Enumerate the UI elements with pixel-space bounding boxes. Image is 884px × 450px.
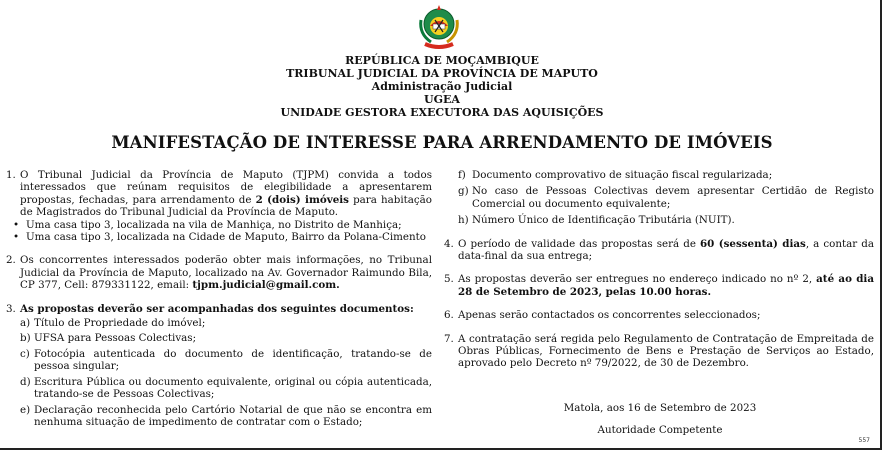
doc-c xyxy=(6,348,432,373)
doc-d-text: Escritura Pública ou documento equivalente, original ou cópia autenticada, tratando-se de Pessoas Colectivas; xyxy=(34,375,432,401)
header-line-5: UNIDADE GESTORA EXECUTORA DAS AQUISIÇÕES xyxy=(280,106,604,119)
doc-a xyxy=(6,317,432,329)
header-line-3: Administração Judicial xyxy=(371,80,513,93)
doc-g xyxy=(444,185,874,210)
item-6-text: Apenas serão contactados os concorrentes seleccionados; xyxy=(458,309,761,322)
item-number: 4. xyxy=(444,237,454,250)
doc-letter: g) xyxy=(458,185,469,198)
item-3 xyxy=(6,303,432,315)
item-5-text: As propostas deverão ser entregues no endereço indicado no nº 2, xyxy=(458,273,817,286)
item-2-text: Os concorrentes interessados poderão obter mais informações, no Tribunal Judicial da Província de Maputo, localizado na Av. Governador Raimundo Bila, CP 377, Cell: 879331122, email: xyxy=(20,254,432,292)
item-number: 2. xyxy=(6,254,16,267)
document-title: MANIFESTAÇÃO DE INTERESSE PARA ARRENDAMENTO DE IMÓVEIS xyxy=(111,133,773,152)
doc-h-text: Número Único de Identificação Tributária (NUIT). xyxy=(472,214,735,227)
item-4 xyxy=(444,238,874,263)
item-1-text-end: para habitação de Magistrados do Tribunal Judicial da Província de Maputo. xyxy=(20,193,432,219)
item-1-bold: 2 (dois) imóveis xyxy=(255,193,349,206)
item-3-text: As propostas deverão ser acompanhadas dos seguintes documentos: xyxy=(20,302,414,315)
doc-letter: b) xyxy=(20,332,31,345)
right-column xyxy=(444,169,874,370)
item-number: 6. xyxy=(444,309,454,322)
contact-email: tjpm.judicial@gmail.com. xyxy=(192,279,340,292)
doc-c-text: Fotocópia autenticada do documento de identificação, tratando-se de pessoa singular; xyxy=(34,347,432,373)
item-5 xyxy=(444,273,874,298)
doc-b-text: UFSA para Pessoas Colectivas; xyxy=(34,332,197,345)
left-column xyxy=(6,169,432,428)
mozambique-coat-of-arms-icon xyxy=(413,2,465,52)
doc-letter: c) xyxy=(20,347,30,360)
item-1 xyxy=(6,169,432,219)
header-line-1: REPÚBLICA DE MOÇAMBIQUE xyxy=(345,54,539,67)
item-number: 3. xyxy=(6,302,16,315)
item-4-text-end: , a contar da data-final da sua entrega; xyxy=(458,237,874,263)
bullet-2-text: Uma casa tipo 3, localizada na Cidade de Maputo, Bairro da Polana-Cimento xyxy=(26,231,426,244)
item-number: 7. xyxy=(444,332,454,345)
item-2 xyxy=(6,254,432,291)
bullet-1-text: Uma casa tipo 3, localizada na vila de Manhiça, no Distrito de Manhiça; xyxy=(26,218,402,231)
header-line-2: TRIBUNAL JUDICIAL DA PROVÍNCIA DE MAPUTO xyxy=(286,67,598,80)
bullet-dot-icon: • xyxy=(13,218,20,231)
doc-f-text: Documento comprovativo de situação fiscal regularizada; xyxy=(472,169,773,181)
item-4-text: O período de validade das propostas será de xyxy=(458,237,701,250)
item-6 xyxy=(444,309,874,321)
item-number: 5. xyxy=(444,273,454,286)
doc-h xyxy=(444,214,874,226)
item-number: 1. xyxy=(6,169,16,181)
doc-a-text: Título de Propriedade do imóvel; xyxy=(34,317,206,330)
doc-letter: a) xyxy=(20,317,31,330)
page-number: 557 xyxy=(858,437,870,444)
signature-authority: Autoridade Competente xyxy=(597,424,723,436)
item-1-text: O Tribunal Judicial da Província de Maputo (TJPM) convida a todos interessados que reúnam requisitos de elegibilidade a apresentarem propostas, fechadas, para arrendamento de xyxy=(20,169,432,206)
item-4-bold: 60 (sessenta) dias xyxy=(700,237,806,250)
item-7-text: A contratação será regida pelo Regulamento de Contratação de Empreitada de Obras Públicas, Fornecimento de Bens e Prestação de Serviços ao Estado, aprovado pelo Decreto nº 79/2022, de 30 de Dezembro. xyxy=(458,332,874,370)
item-5-deadline: até ao dia 28 de Setembro de 2023, pelas 10.00 horas. xyxy=(458,273,874,298)
item-7 xyxy=(444,333,874,370)
doc-letter: e) xyxy=(20,403,31,416)
bullet-1 xyxy=(6,219,432,231)
doc-letter: h) xyxy=(458,214,469,227)
bullet-2 xyxy=(6,231,432,243)
doc-g-text: No caso de Pessoas Colectivas devem apresentar Certidão de Registo Comercial ou documento equivalente; xyxy=(472,185,874,210)
doc-letter: f) xyxy=(458,169,466,181)
header-line-4: UGEA xyxy=(424,93,460,106)
doc-d xyxy=(6,376,432,401)
doc-f xyxy=(444,169,874,181)
doc-letter: d) xyxy=(20,375,31,388)
doc-b xyxy=(6,332,432,344)
doc-e-text: Declaração reconhecida pelo Cartório Notarial de que não se encontra em nenhuma situação de impedimento de contratar com o Estado; xyxy=(34,403,432,428)
signature-place-date: Matola, aos 16 de Setembro de 2023 xyxy=(563,402,757,414)
doc-e xyxy=(6,404,432,429)
bullet-dot-icon: • xyxy=(13,231,20,244)
